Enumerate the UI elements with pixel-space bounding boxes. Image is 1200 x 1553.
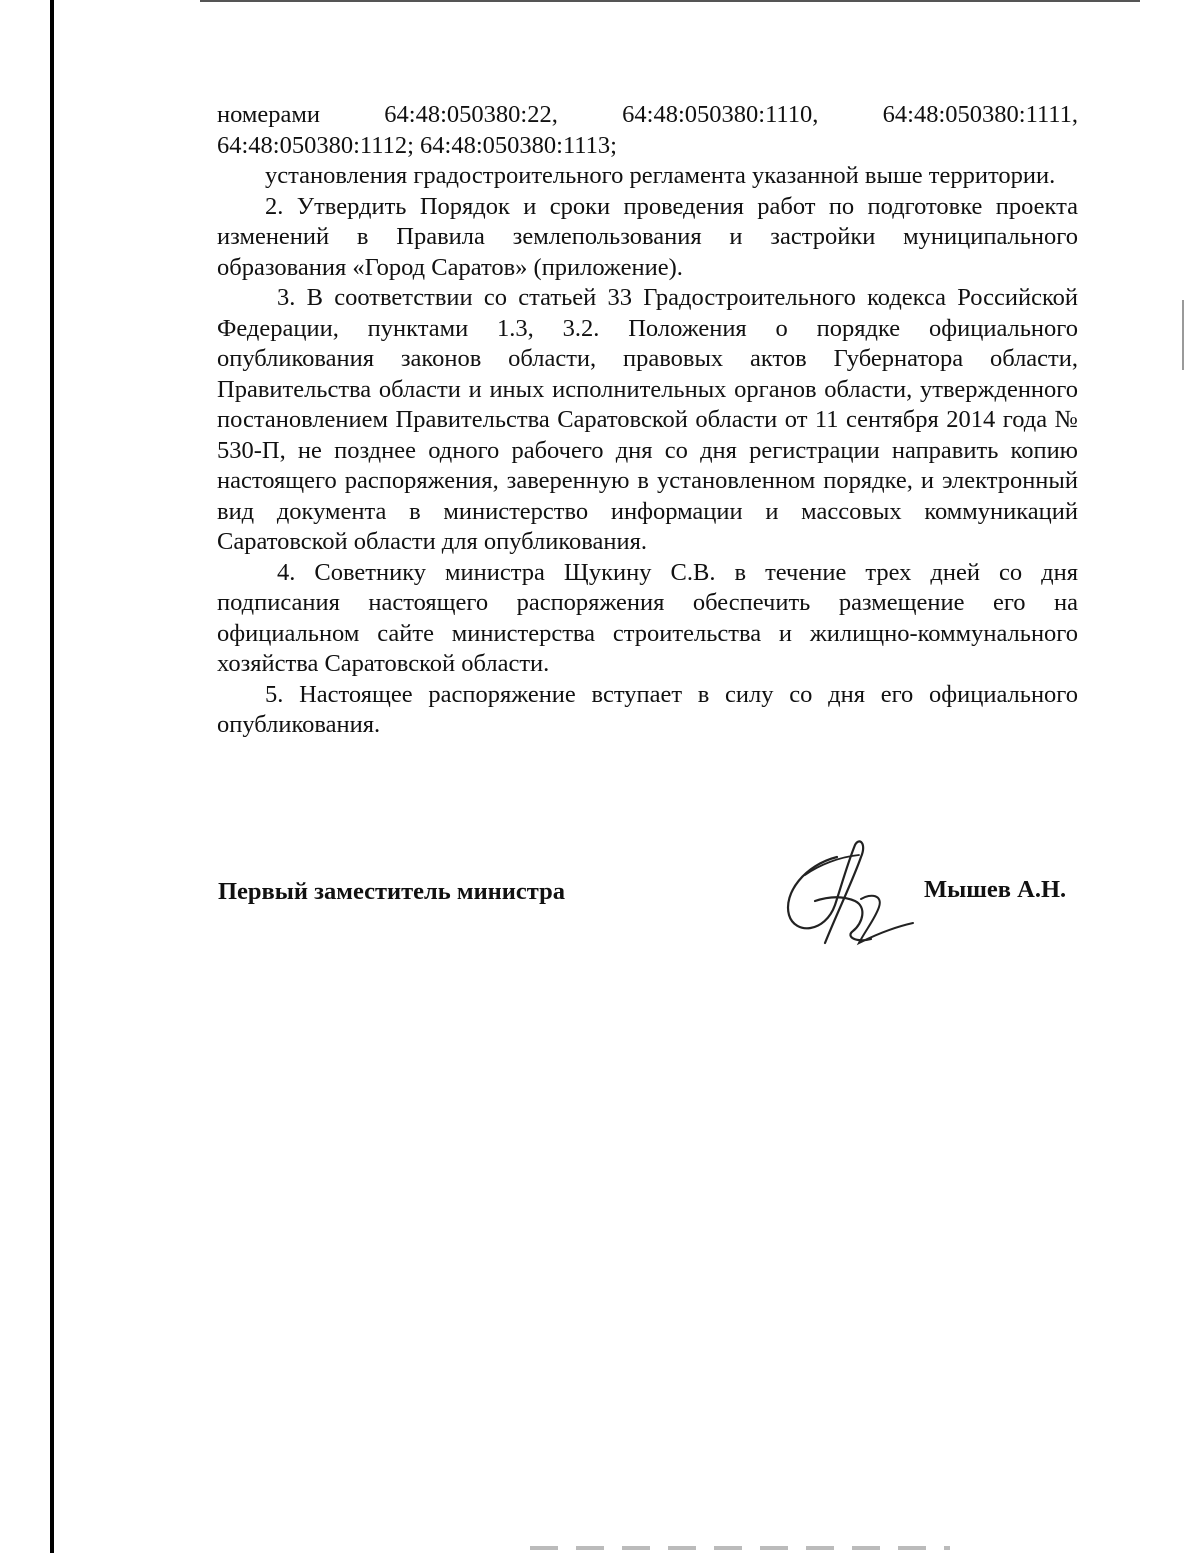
paragraph-item-5: 5. Настоящее распоряжение вступает в силу со дня его официального опубликования. (217, 680, 1078, 738)
scan-right-mark (1182, 300, 1184, 370)
paragraph-item-4: 4. Советнику министра Щукину С.В. в течение трех дней со дня подписания настоящего распоряжения обеспечить размещение его на официальном сайте министерства строительства и жилищно-коммунального хозяйства Саратовской области. (217, 558, 1078, 677)
document-body (217, 100, 1078, 741)
paragraph-regulation: установления градостроительного регламента указанной выше территории. (265, 162, 1056, 189)
scan-left-edge (50, 0, 54, 1553)
paragraph-cadastral-numbers: номерами 64:48:050380:22, 64:48:050380:1110, 64:48:050380:1111, 64:48:050380:1112; 64:48:050380:1113; (217, 101, 1078, 159)
scan-bottom-marks (530, 1546, 950, 1550)
signatory-name: Мышев А.Н. (924, 876, 1067, 903)
handwritten-signature (775, 835, 920, 950)
scan-top-edge (200, 0, 1140, 2)
paragraph-item-3: 3. В соответствии со статьей 33 Градостроительного кодекса Российской Федерации, пунктами 1.3, 3.2. Положения о порядке официального опубликования законов области, правовых актов Губернатора области, Правительства области и иных исполнительных органов области, утвержденного постановлением Правительства Саратовской области от 11 сентября 2014 года № 530-П, не позднее одного рабочего дня со дня регистрации направить копию настоящего распоряжения, заверенную в установленном порядке, и электронный вид документа в министерство информации и массовых коммуникаций Саратовской области для опубликования. (217, 284, 1078, 555)
signatory-position: Первый заместитель министра (218, 878, 565, 905)
paragraph-item-2: 2. Утвердить Порядок и сроки проведения работ по подготовке проекта изменений в Правила землепользования и застройки муниципального образования «Город Саратов» (приложение). (217, 192, 1078, 281)
